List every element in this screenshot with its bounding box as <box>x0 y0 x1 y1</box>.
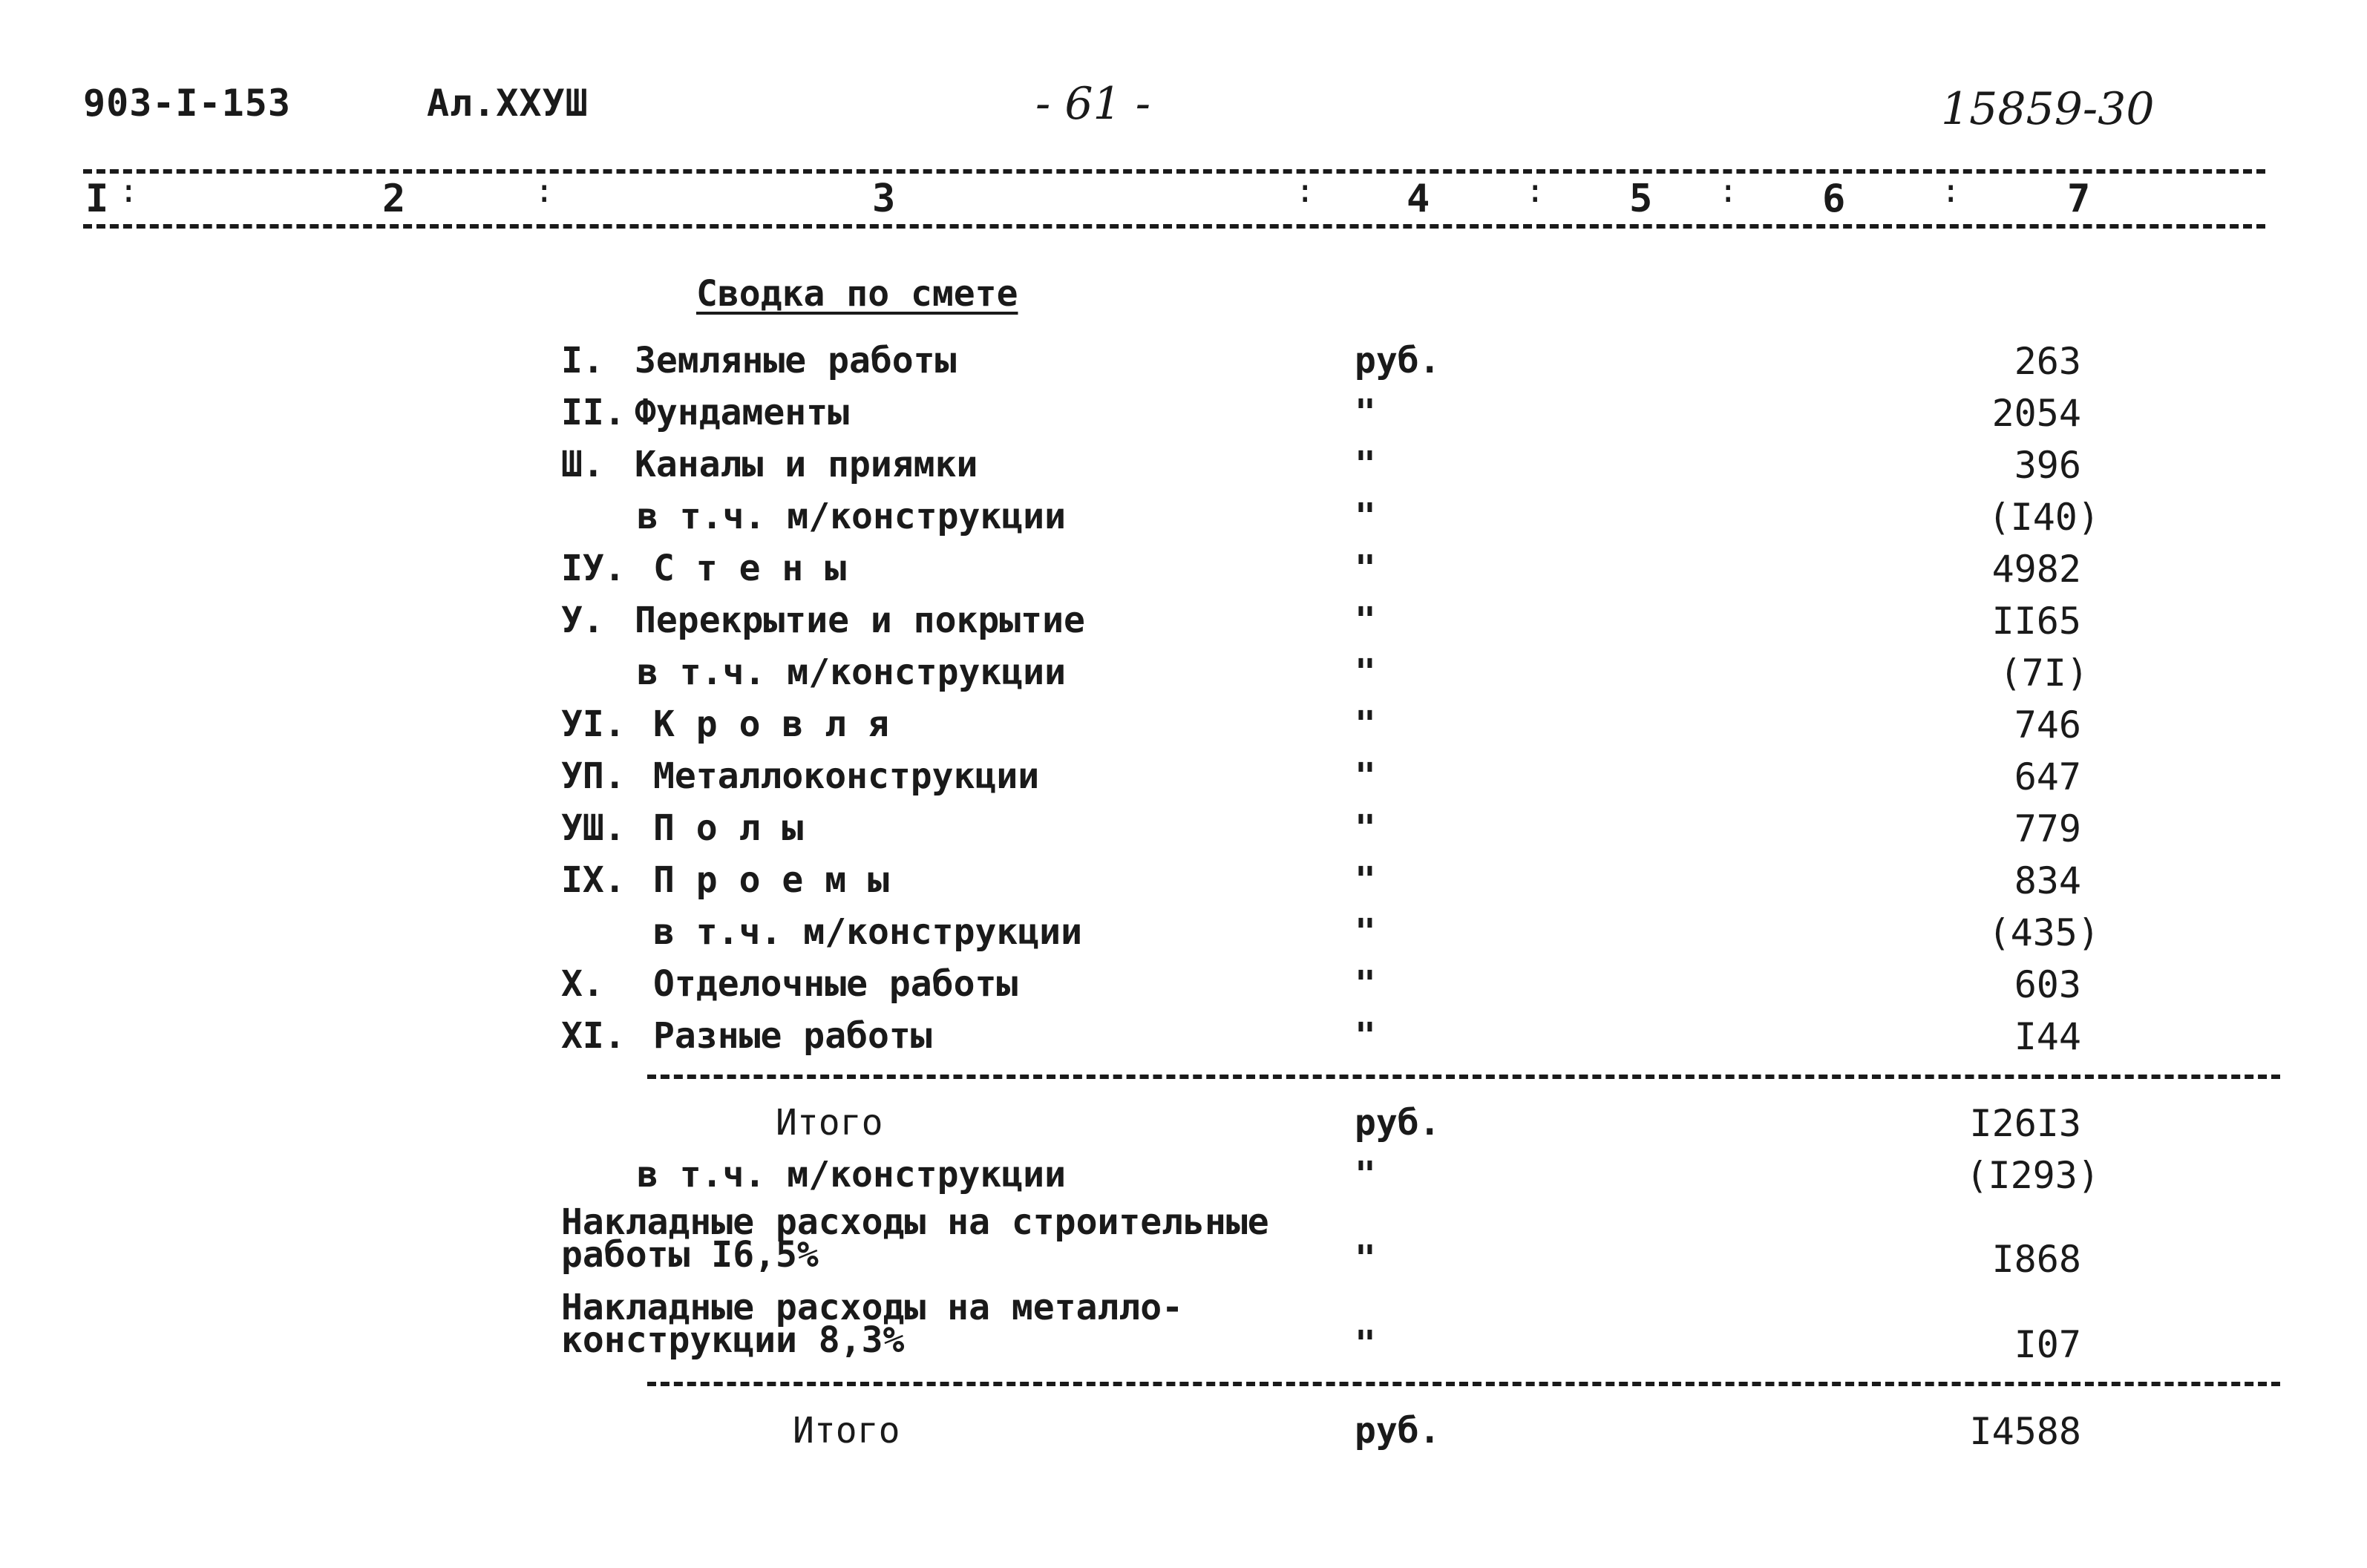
column-separator: : <box>1941 172 1961 210</box>
document-code: 903-I-153 <box>83 82 291 125</box>
overhead-line: работы I6,5% <box>561 1234 819 1276</box>
page-number: - 61 - <box>1035 78 1151 130</box>
overhead-metal-value: I07 <box>2014 1323 2081 1366</box>
column-separator: : <box>534 172 554 210</box>
inventory-number: 15859-30 <box>1941 83 2155 135</box>
row-unit: " <box>1355 444 1376 485</box>
column-number-2: 2 <box>382 177 406 221</box>
summary-title: Сводка по смете <box>696 273 1018 315</box>
row-label: П о л ы <box>653 807 804 849</box>
row-value: 2054 <box>1991 392 2081 435</box>
row-value: 834 <box>2014 859 2081 902</box>
column-number-3: 3 <box>872 177 896 221</box>
row-value: I44 <box>2014 1015 2081 1058</box>
row-number: Ш. <box>561 444 604 485</box>
summary-row <box>0 652 2367 703</box>
row-unit: " <box>1355 703 1376 745</box>
row-value: 779 <box>2014 807 2081 850</box>
row-unit: " <box>1355 807 1376 849</box>
summary-row <box>0 859 2367 911</box>
row-unit: " <box>1355 963 1376 1005</box>
row-value: 603 <box>2014 963 2081 1006</box>
row-number: II. <box>561 392 626 433</box>
row-value: 647 <box>2014 755 2081 798</box>
row-label: в т.ч. м/конструкции <box>637 652 1066 693</box>
row-value: (435) <box>1988 911 2100 954</box>
summary-row <box>0 755 2367 807</box>
row-unit: " <box>1355 859 1376 901</box>
column-number-4: 4 <box>1407 177 1430 221</box>
row-number: УШ. <box>561 807 626 849</box>
subtotal-incl-unit: " <box>1355 1154 1376 1195</box>
summary-row <box>0 548 2367 600</box>
overhead-metal-label <box>561 1287 1184 1361</box>
total-unit: руб. <box>1355 1410 1441 1451</box>
row-value: (7I) <box>1999 652 2089 695</box>
summary-row <box>0 444 2367 496</box>
row-label: в т.ч. м/конструкции <box>653 911 1082 953</box>
column-separator: : <box>1525 172 1545 210</box>
overhead-construction-label <box>561 1201 1269 1276</box>
row-unit: " <box>1355 1015 1376 1057</box>
row-value: II65 <box>1991 600 2081 643</box>
row-label: С т е н ы <box>653 548 847 589</box>
overhead-construction-value: I868 <box>1991 1238 2081 1281</box>
row-label: Отделочные работы <box>653 963 1018 1005</box>
summary-row <box>0 963 2367 1015</box>
column-number-5: 5 <box>1629 177 1653 221</box>
row-number: I. <box>561 340 604 381</box>
row-number: IX. <box>561 859 626 901</box>
summary-row <box>0 911 2367 963</box>
row-unit: " <box>1355 755 1376 797</box>
row-number: IУ. <box>561 548 626 589</box>
row-label: Каналы и приямки <box>635 444 978 485</box>
row-label: в т.ч. м/конструкции <box>637 496 1066 537</box>
row-label: Металлоконструкции <box>653 755 1040 797</box>
subtotal-label: Итого <box>776 1102 883 1144</box>
total-label: Итого <box>793 1410 900 1451</box>
row-label: Разные работы <box>653 1015 932 1057</box>
row-label: Фундаменты <box>635 392 849 433</box>
summary-row <box>0 807 2367 859</box>
row-number: УI. <box>561 703 626 745</box>
subtotal-incl-label: в т.ч. м/конструкции <box>637 1154 1066 1195</box>
summary-row <box>0 600 2367 652</box>
row-value: 263 <box>2014 340 2081 383</box>
subtotal-incl-row <box>0 1154 2367 1206</box>
subtotal-rule <box>647 1075 2280 1079</box>
album-number: Ал.ХХУШ <box>427 82 589 125</box>
row-unit: " <box>1355 496 1376 537</box>
summary-row <box>0 340 2367 392</box>
row-label: П р о е м ы <box>653 859 889 901</box>
overhead-line: Накладные расходы на металло- <box>561 1287 1184 1328</box>
row-value: (I40) <box>1988 496 2100 539</box>
summary-row <box>0 1015 2367 1067</box>
summary-row <box>0 496 2367 548</box>
header-bottom-rule <box>83 224 2265 229</box>
row-unit: " <box>1355 600 1376 641</box>
overhead-line: Накладные расходы на строительные <box>561 1201 1269 1243</box>
row-number: X. <box>561 963 604 1005</box>
row-number: У. <box>561 600 604 641</box>
subtotal-row <box>0 1102 2367 1154</box>
total-rule <box>647 1382 2280 1386</box>
total-value: I4588 <box>1969 1410 2081 1453</box>
column-number-7: 7 <box>2067 177 2091 221</box>
row-value: 396 <box>2014 444 2081 487</box>
row-value: 4982 <box>1991 548 2081 591</box>
row-unit: " <box>1355 652 1376 693</box>
column-separator: : <box>1295 172 1315 210</box>
summary-row <box>0 703 2367 755</box>
overhead-line: конструкции 8,3% <box>561 1319 905 1361</box>
row-label: Перекрытие и покрытие <box>635 600 1085 641</box>
row-number: УП. <box>561 755 626 797</box>
row-label: Земляные работы <box>635 340 957 381</box>
column-number-1: I <box>85 177 109 221</box>
header-top-rule <box>83 169 2265 174</box>
column-number-6: 6 <box>1822 177 1846 221</box>
column-separator: : <box>119 172 139 210</box>
column-separator: : <box>1718 172 1738 210</box>
row-unit: " <box>1355 548 1376 589</box>
summary-row <box>0 392 2367 444</box>
row-unit: " <box>1355 392 1376 433</box>
overhead-metal-unit: " <box>1355 1323 1376 1365</box>
row-unit: " <box>1355 911 1376 953</box>
total-row <box>0 1410 2367 1462</box>
overhead-construction-unit: " <box>1355 1238 1376 1279</box>
row-unit: руб. <box>1355 340 1441 381</box>
row-label: К р о в л я <box>653 703 889 745</box>
row-value: 746 <box>2014 703 2081 747</box>
row-number: XI. <box>561 1015 626 1057</box>
subtotal-incl-value: (I293) <box>1965 1154 2100 1197</box>
subtotal-unit: руб. <box>1355 1102 1441 1144</box>
subtotal-value: I26I3 <box>1969 1102 2081 1145</box>
